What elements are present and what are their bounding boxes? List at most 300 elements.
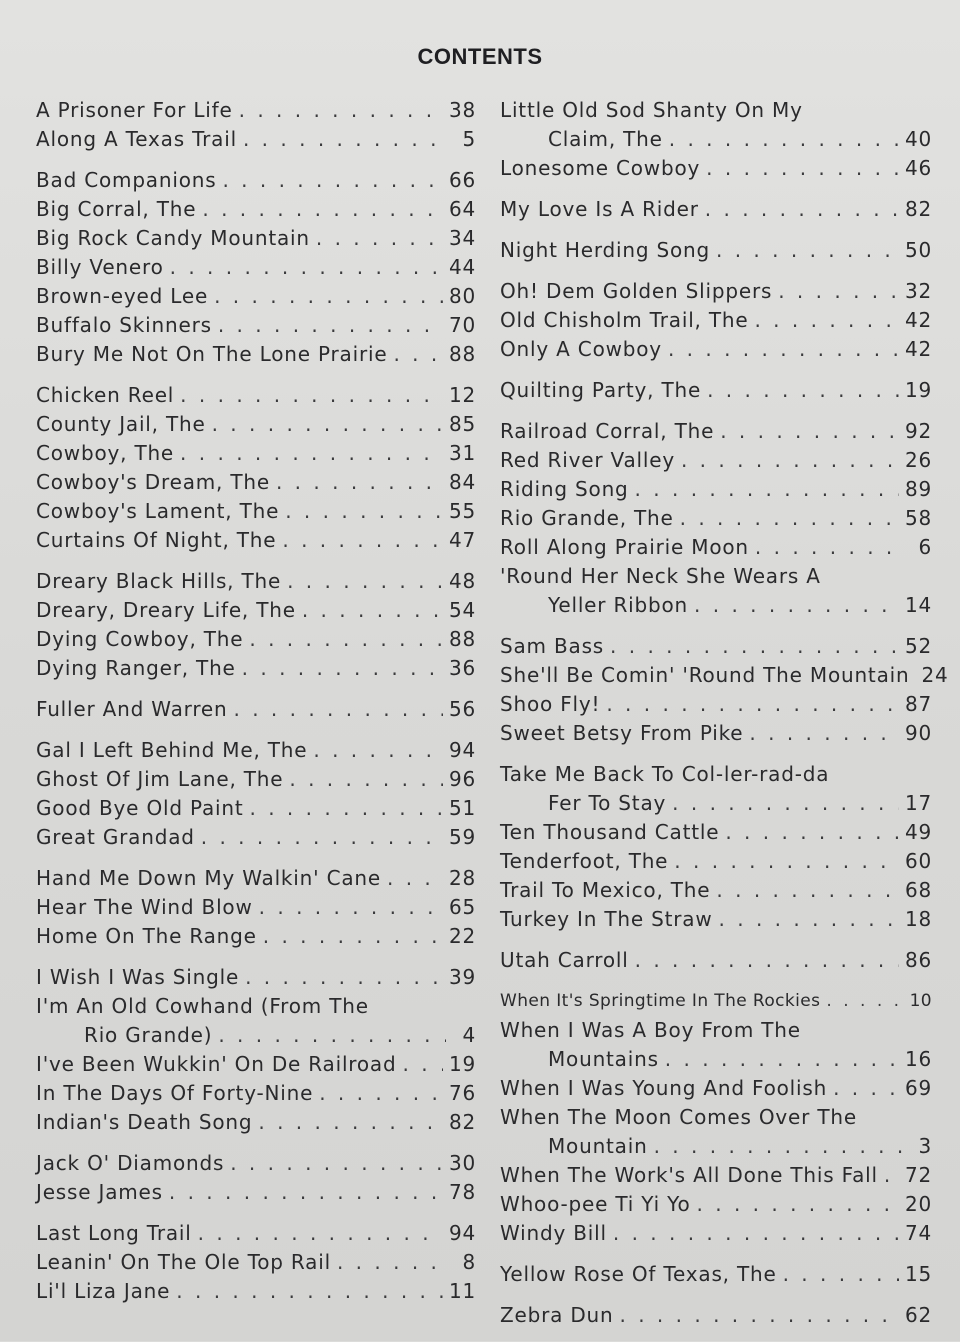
toc-entry: [500, 306, 932, 335]
toc-entry: [36, 410, 476, 439]
toc-entry: [36, 893, 476, 922]
dot-leader: [282, 526, 443, 555]
entry-title: Railroad Corral, The: [500, 419, 715, 443]
entry-title: When The Moon Comes Over The: [500, 1105, 857, 1129]
entry-group: [500, 987, 932, 1248]
entry-title: Good Bye Old Paint: [36, 796, 244, 820]
entry-title: Big Rock Candy Mountain: [36, 226, 310, 250]
entry-title: Bad Companions: [36, 168, 217, 192]
toc-entry: [500, 1103, 932, 1161]
toc-entry: [36, 922, 476, 951]
entry-group: [500, 195, 932, 224]
entry-title-continued: Mountain: [548, 1134, 648, 1158]
entry-title: Bury Me Not On The Lone Prairie: [36, 342, 388, 366]
toc-entry: [36, 468, 476, 497]
entry-title: Old Chisholm Trail, The: [500, 308, 749, 332]
page-number: 54: [448, 598, 476, 622]
toc-entry: [36, 625, 476, 654]
page-number: 19: [904, 378, 932, 402]
page-number: 85: [448, 412, 476, 436]
page-number: 94: [448, 738, 476, 762]
page-number: 6: [918, 535, 932, 559]
toc-entry: [500, 876, 932, 905]
entry-group: [36, 567, 476, 683]
entry-title: Cowboy, The: [36, 441, 175, 465]
toc-entry: [500, 760, 932, 818]
toc-entry: [36, 1050, 476, 1079]
entry-title: Windy Bill: [500, 1221, 607, 1245]
entry-title: Buffalo Skinners: [36, 313, 212, 337]
dot-leader: [833, 1074, 899, 1103]
dot-leader: [313, 736, 443, 765]
entry-group: [36, 1149, 476, 1207]
page-number: 92: [904, 419, 932, 443]
toc-entry: [36, 794, 476, 823]
dot-leader: [706, 154, 899, 183]
dot-leader: [259, 893, 443, 922]
dot-leader: [754, 306, 898, 335]
entry-title: Ghost Of Jim Lane, The: [36, 767, 284, 791]
entry-line: [500, 1045, 932, 1074]
toc-entry: [500, 504, 932, 533]
dot-leader: [289, 765, 443, 794]
dot-leader: [635, 475, 899, 504]
entry-title: Leanin' On The Ole Top Rail: [36, 1250, 331, 1274]
page-number: 64: [448, 197, 476, 221]
page-number: 42: [904, 308, 932, 332]
toc-entry: [36, 1079, 476, 1108]
page-number: 66: [448, 168, 476, 192]
entry-title: Last Long Trail: [36, 1221, 192, 1245]
entry-title: Rio Grande, The: [500, 506, 674, 530]
entry-title: Whoo-pee Ti Yi Yo: [500, 1192, 691, 1216]
dot-leader: [635, 946, 899, 975]
dot-leader: [316, 224, 443, 253]
entry-title: Brown-eyed Lee: [36, 284, 209, 308]
dot-leader: [242, 654, 443, 683]
page-number: 70: [448, 313, 476, 337]
entry-title: Dying Cowboy, The: [36, 627, 244, 651]
dot-leader: [707, 376, 899, 405]
page-number: 48: [448, 569, 476, 593]
entry-group: [500, 236, 932, 265]
page-number: 80: [448, 284, 476, 308]
toc-entry: [500, 1260, 932, 1289]
entry-title: I'm An Old Cowhand (From The: [36, 994, 369, 1018]
dot-leader: [716, 876, 899, 905]
entry-title: Lonesome Cowboy: [500, 156, 701, 180]
page-number: 87: [904, 692, 932, 716]
dot-leader: [665, 1045, 899, 1074]
page-number: 55: [448, 499, 476, 523]
page-number: 19: [448, 1052, 476, 1076]
entry-title: Curtains Of Night, The: [36, 528, 277, 552]
dot-leader: [302, 596, 443, 625]
entry-title: Sam Bass: [500, 634, 605, 658]
toc-entry: [36, 125, 476, 154]
entry-title: Gal I Left Behind Me, The: [36, 738, 308, 762]
toc-entry: [36, 765, 476, 794]
entry-group: [500, 1301, 932, 1330]
dot-leader: [169, 1178, 443, 1207]
entry-title: Take Me Back To Col-ler-rad-da: [500, 762, 830, 786]
page-number: 20: [904, 1192, 932, 1216]
toc-entry: [500, 987, 932, 1016]
entry-title: Jesse James: [36, 1180, 163, 1204]
entry-group: [36, 166, 476, 369]
toc-entry: [36, 1178, 476, 1207]
dot-leader: [245, 963, 443, 992]
entry-group: [500, 417, 932, 620]
entry-title-continued: Rio Grande): [84, 1023, 213, 1047]
page-number: 30: [448, 1151, 476, 1175]
entry-title: Turkey In The Straw: [500, 907, 713, 931]
page-number: 94: [448, 1221, 476, 1245]
toc-entry: [500, 847, 932, 876]
dot-leader: [884, 1161, 899, 1190]
dot-leader: [674, 847, 899, 876]
page-number: 44: [448, 255, 476, 279]
dot-leader: [319, 1079, 443, 1108]
entry-title: Night Herding Song: [500, 238, 710, 262]
entry-title: Indian's Death Song: [36, 1110, 253, 1134]
dot-leader: [263, 922, 443, 951]
page-number: 89: [904, 477, 932, 501]
right-column: [500, 96, 949, 1342]
page-number: 50: [904, 238, 932, 262]
toc-entry: [36, 340, 476, 369]
entry-title: Quilting Party, The: [500, 378, 702, 402]
page-number: 39: [448, 965, 476, 989]
page-number: 74: [904, 1221, 932, 1245]
page-number: 69: [904, 1076, 932, 1100]
dot-leader: [672, 789, 899, 818]
dot-leader: [719, 905, 899, 934]
page-number: 68: [904, 878, 932, 902]
toc-entry: [36, 1277, 476, 1306]
entry-title: Hear The Wind Blow: [36, 895, 253, 919]
dot-leader: [230, 1149, 443, 1178]
dot-leader: [393, 340, 442, 369]
page-number: 88: [448, 627, 476, 651]
entry-group: [500, 946, 932, 975]
entry-title: Red River Valley: [500, 448, 675, 472]
toc-entry: [36, 166, 476, 195]
entry-title: Hand Me Down My Walkin' Cane: [36, 866, 381, 890]
toc-entry: [36, 1248, 476, 1277]
dot-leader: [668, 335, 899, 364]
entry-title: Only A Cowboy: [500, 337, 662, 361]
entry-title: Shoo Fly!: [500, 692, 601, 716]
dot-leader: [402, 1050, 442, 1079]
page-number: 28: [448, 866, 476, 890]
page-number: 11: [448, 1279, 476, 1303]
entry-title: Oh! Dem Golden Slippers: [500, 279, 773, 303]
dot-leader: [233, 695, 442, 724]
toc-entry: [36, 823, 476, 852]
page-number: 49: [904, 820, 932, 844]
dot-leader: [287, 567, 443, 596]
toc-entry: [500, 562, 932, 620]
toc-entry: [36, 224, 476, 253]
entry-title: In The Days Of Forty-Nine: [36, 1081, 314, 1105]
page-number: 15: [904, 1262, 932, 1286]
entry-title: Dreary, Dreary Life, The: [36, 598, 296, 622]
entry-title: Along A Texas Trail: [36, 127, 237, 151]
dot-leader: [716, 236, 899, 265]
toc-entry: [500, 1074, 932, 1103]
entry-title: Billy Venero: [36, 255, 164, 279]
entry-line: [500, 125, 932, 154]
dot-leader: [610, 632, 899, 661]
dot-leader: [243, 125, 446, 154]
dot-leader: [778, 277, 899, 306]
dot-leader: [170, 253, 443, 282]
entry-group: [500, 277, 932, 364]
entry-title: Fuller And Warren: [36, 697, 228, 721]
toc-entry: [36, 96, 476, 125]
page-number: 52: [904, 634, 932, 658]
dot-leader: [202, 195, 443, 224]
entry-title: Cowboy's Dream, The: [36, 470, 270, 494]
page-number: 16: [904, 1047, 932, 1071]
entry-line: [500, 789, 932, 818]
page-number: 59: [448, 825, 476, 849]
toc-entry: [36, 253, 476, 282]
entry-title: I Wish I Was Single: [36, 965, 240, 989]
entry-group: [500, 96, 932, 183]
page-number: 60: [904, 849, 932, 873]
toc-entry: [500, 446, 932, 475]
toc-entry: [500, 946, 932, 975]
dot-leader: [694, 591, 899, 620]
entry-line: [500, 591, 932, 620]
dot-leader: [222, 166, 443, 195]
entry-title: Yellow Rose Of Texas, The: [500, 1262, 777, 1286]
page-number: 14: [904, 593, 932, 617]
entry-title: Sweet Betsy From Pike: [500, 721, 744, 745]
toc-entry: [500, 905, 932, 934]
page-number: 5: [462, 127, 476, 151]
page-number: 82: [448, 1110, 476, 1134]
page-number: 10: [909, 991, 932, 1011]
entry-title: When The Work's All Done This Fall: [500, 1163, 878, 1187]
dot-leader: [826, 987, 902, 1016]
page-number: 76: [448, 1081, 476, 1105]
page-number: 36: [448, 656, 476, 680]
entry-group: [36, 381, 476, 555]
page-number: 4: [462, 1023, 476, 1047]
entry-title: When It's Springtime In The Rockies: [500, 991, 821, 1011]
page-number: 40: [904, 127, 932, 151]
page-number: 51: [448, 796, 476, 820]
entry-title: Zebra Dun: [500, 1303, 614, 1327]
entry-group: [36, 963, 476, 1137]
toc-entry: [36, 864, 476, 893]
dot-leader: [783, 1260, 899, 1289]
toc-entry: [36, 654, 476, 683]
page-number: 84: [448, 470, 476, 494]
page-number: 82: [904, 197, 932, 221]
toc-entry: [500, 719, 932, 748]
page-number: 78: [448, 1180, 476, 1204]
page-number: 42: [904, 337, 932, 361]
toc-entry: [36, 992, 476, 1050]
toc-entry: [500, 335, 932, 364]
page-number: 58: [904, 506, 932, 530]
dot-leader: [669, 125, 899, 154]
entry-title-continued: Claim, The: [548, 127, 663, 151]
dot-leader: [239, 96, 443, 125]
dot-leader: [337, 1248, 446, 1277]
page-number: 72: [904, 1163, 932, 1187]
page-title: CONTENTS: [417, 44, 543, 69]
page-number: 96: [448, 767, 476, 791]
left-column: [36, 96, 476, 1318]
toc-entry: [36, 311, 476, 340]
page-number: 22: [448, 924, 476, 948]
entry-title: Tenderfoot, The: [500, 849, 669, 873]
entry-title: Great Grandad: [36, 825, 195, 849]
toc-entry: [36, 195, 476, 224]
entry-title: Jack O' Diamonds: [36, 1151, 225, 1175]
entry-group: [36, 96, 476, 154]
toc-entry: [500, 195, 932, 224]
entry-title: When I Was A Boy From The: [500, 1018, 801, 1042]
entry-title: She'll Be Comin' 'Round The Mountain: [500, 663, 910, 687]
toc-entry: [500, 1161, 932, 1190]
dot-leader: [697, 1190, 899, 1219]
page-number: 86: [904, 948, 932, 972]
dot-leader: [681, 446, 899, 475]
dot-leader: [276, 468, 443, 497]
page-number: 65: [448, 895, 476, 919]
dot-leader: [198, 1219, 443, 1248]
entry-title: Utah Carroll: [500, 948, 629, 972]
toc-entry: [500, 1219, 932, 1248]
toc-entry: [500, 1016, 932, 1074]
entry-title: Ten Thousand Cattle: [500, 820, 720, 844]
toc-entry: [36, 1219, 476, 1248]
toc-entry: [36, 381, 476, 410]
dot-leader: [749, 719, 899, 748]
dot-leader: [285, 497, 443, 526]
entry-group: [500, 376, 932, 405]
page-number: 38: [448, 98, 476, 122]
toc-entry: [500, 818, 932, 847]
page-number: 34: [448, 226, 476, 250]
toc-entry: [36, 1108, 476, 1137]
toc-entry: [500, 661, 949, 690]
page-number: 18: [904, 907, 932, 931]
dot-leader: [654, 1132, 902, 1161]
toc-entry: [36, 497, 476, 526]
dot-leader: [249, 625, 443, 654]
dot-leader: [180, 381, 443, 410]
toc-entry: [500, 96, 932, 154]
entry-group: [36, 864, 476, 951]
page-number: 26: [904, 448, 932, 472]
entry-title: Trail To Mexico, The: [500, 878, 711, 902]
toc-entry: [500, 277, 932, 306]
page-number: 3: [918, 1134, 932, 1158]
toc-entry: [500, 1301, 932, 1330]
toc-entry: [500, 533, 932, 562]
dot-leader: [705, 195, 899, 224]
page-number: 56: [448, 697, 476, 721]
dot-leader: [755, 533, 902, 562]
entry-group: [36, 1219, 476, 1306]
entry-title: Big Corral, The: [36, 197, 197, 221]
entry-line: [36, 1021, 476, 1050]
dot-leader: [218, 311, 443, 340]
page-number: 47: [448, 528, 476, 552]
entry-title: Roll Along Prairie Moon: [500, 535, 749, 559]
dot-leader: [606, 690, 899, 719]
page-number: 46: [904, 156, 932, 180]
entry-title: Home On The Range: [36, 924, 257, 948]
entry-title: When I Was Young And Foolish: [500, 1076, 828, 1100]
dot-leader: [176, 1277, 443, 1306]
dot-leader: [212, 410, 443, 439]
page-number: 88: [448, 342, 476, 366]
toc-entry: [500, 475, 932, 504]
page-number: 8: [462, 1250, 476, 1274]
entry-title-continued: Mountains: [548, 1047, 659, 1071]
dot-leader: [201, 823, 443, 852]
toc-entry: [36, 526, 476, 555]
toc-entry: [36, 736, 476, 765]
toc-entry: [500, 154, 932, 183]
toc-entry: [36, 1149, 476, 1178]
toc-entry: [36, 439, 476, 468]
page-number: 32: [904, 279, 932, 303]
entry-title: A Prisoner For Life: [36, 98, 233, 122]
dot-leader: [214, 282, 443, 311]
toc-entry: [36, 567, 476, 596]
entry-group: [500, 632, 949, 748]
toc-entry: [500, 632, 932, 661]
dot-leader: [613, 1219, 899, 1248]
toc-entry: [500, 690, 932, 719]
toc-entry: [36, 282, 476, 311]
page-number: 90: [904, 721, 932, 745]
entry-title: Little Old Sod Shanty On My: [500, 98, 803, 122]
entry-title: My Love Is A Rider: [500, 197, 699, 221]
dot-leader: [720, 417, 899, 446]
toc-entry: [500, 417, 932, 446]
dot-leader: [620, 1301, 899, 1330]
page-number: 31: [448, 441, 476, 465]
toc-entry: [36, 963, 476, 992]
dot-leader: [250, 794, 443, 823]
entry-title: Chicken Reel: [36, 383, 175, 407]
toc-entry: [36, 596, 476, 625]
page-number: 62: [904, 1303, 932, 1327]
entry-title: I've Been Wukkin' On De Railroad: [36, 1052, 397, 1076]
page-number: 12: [448, 383, 476, 407]
dot-leader: [725, 818, 899, 847]
page-number: 17: [904, 791, 932, 815]
entry-title: County Jail, The: [36, 412, 206, 436]
toc-entry: [500, 1190, 932, 1219]
entry-group: [500, 1260, 932, 1289]
dot-leader: [680, 504, 899, 533]
dot-leader: [387, 864, 443, 893]
entry-title: Dying Ranger, The: [36, 656, 236, 680]
entry-group: [36, 695, 476, 724]
entry-title: Cowboy's Lament, The: [36, 499, 280, 523]
